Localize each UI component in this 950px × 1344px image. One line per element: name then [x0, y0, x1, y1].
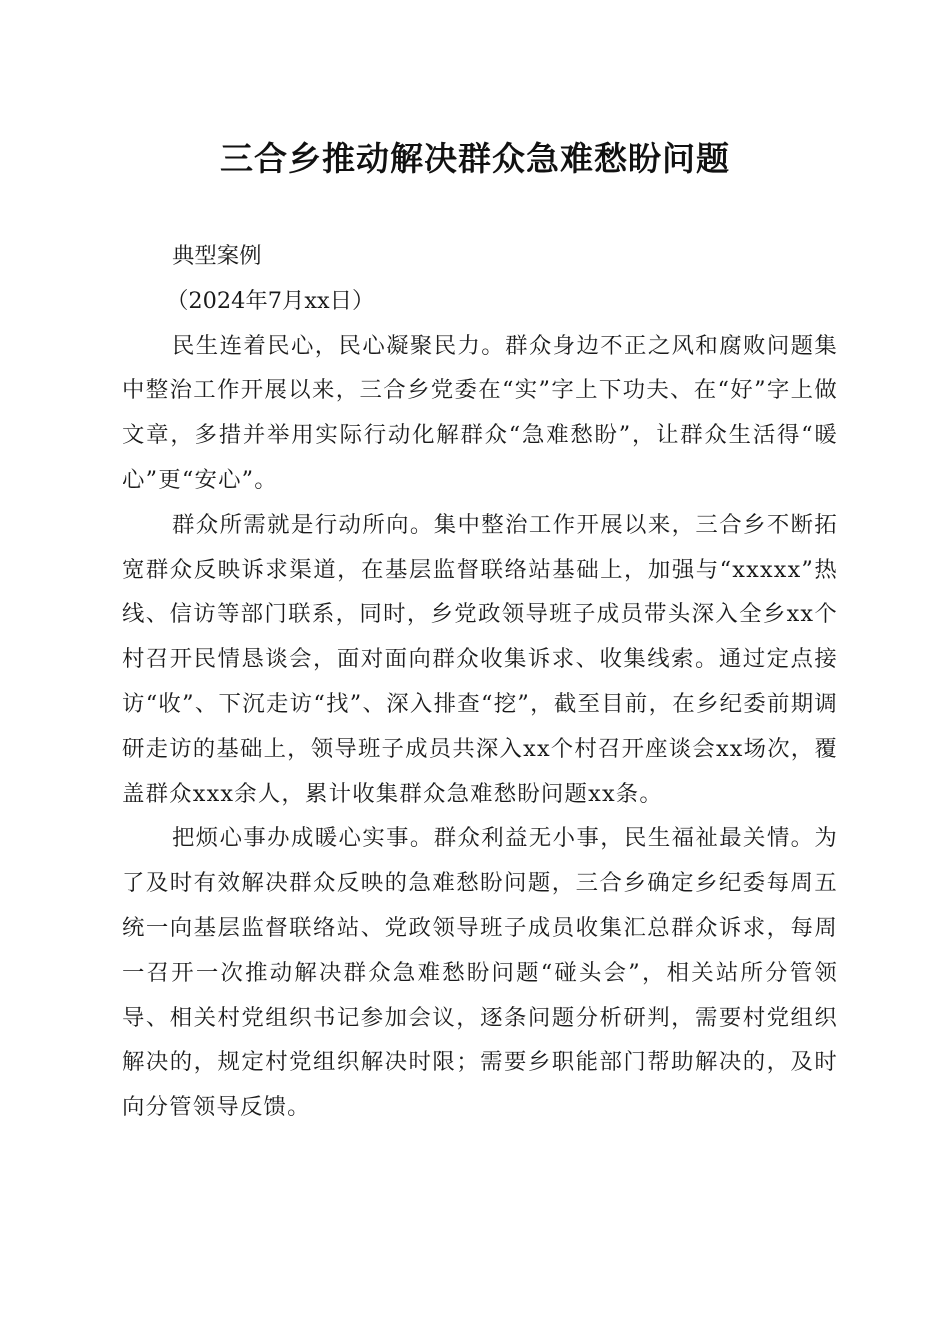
document-date: （2024年7月xx日） [166, 287, 375, 314]
document-subtitle: 典型案例 [172, 243, 262, 269]
document-body [122, 234, 838, 1130]
paragraph-1: 民生连着民心，民心凝聚民力。群众身边不正之风和腐败问题集中整治工作开展以来，三合乡党委在“实”字上下功夫、在“好”字上做文章，多措并举用实际行动化解群众“急难愁盼”，让群众生活得“暖心”更“安心”。 [122, 332, 838, 493]
paragraph-2: 群众所需就是行动所向。集中整治工作开展以来，三合乡不断拓宽群众反映诉求渠道，在基层监督联络站基础上，加强与“xxxxx”热线、信访等部门联系，同时，乡党政领导班子成员带头深入全乡xx个村召开民情恳谈会，面对面向群众收集诉求、收集线索。通过定点接访“收”、下沉走访“找”、深入排查“挖”，截至目前，在乡纪委前期调研走访的基础上，领导班子成员共深入xx个村召开座谈会xx场次，覆盖群众xxx余人，累计收集群众急难愁盼问题xx条。 [122, 511, 838, 807]
document-title: 三合乡推动解决群众急难愁盼问题 [220, 139, 730, 178]
paragraph-3: 把烦心事办成暖心实事。群众利益无小事，民生福祉最关情。为了及时有效解决群众反映的急难愁盼问题，三合乡确定乡纪委每周五统一向基层监督联络站、党政领导班子成员收集汇总群众诉求，每周一召开一次推动解决群众急难愁盼问题“碰头会”，相关站所分管领导、相关村党组织书记参加会议，逐条问题分析研判，需要村党组织解决的，规定村党组织解决时限；需要乡职能部门帮助解决的，及时向分管领导反馈。 [122, 825, 838, 1121]
